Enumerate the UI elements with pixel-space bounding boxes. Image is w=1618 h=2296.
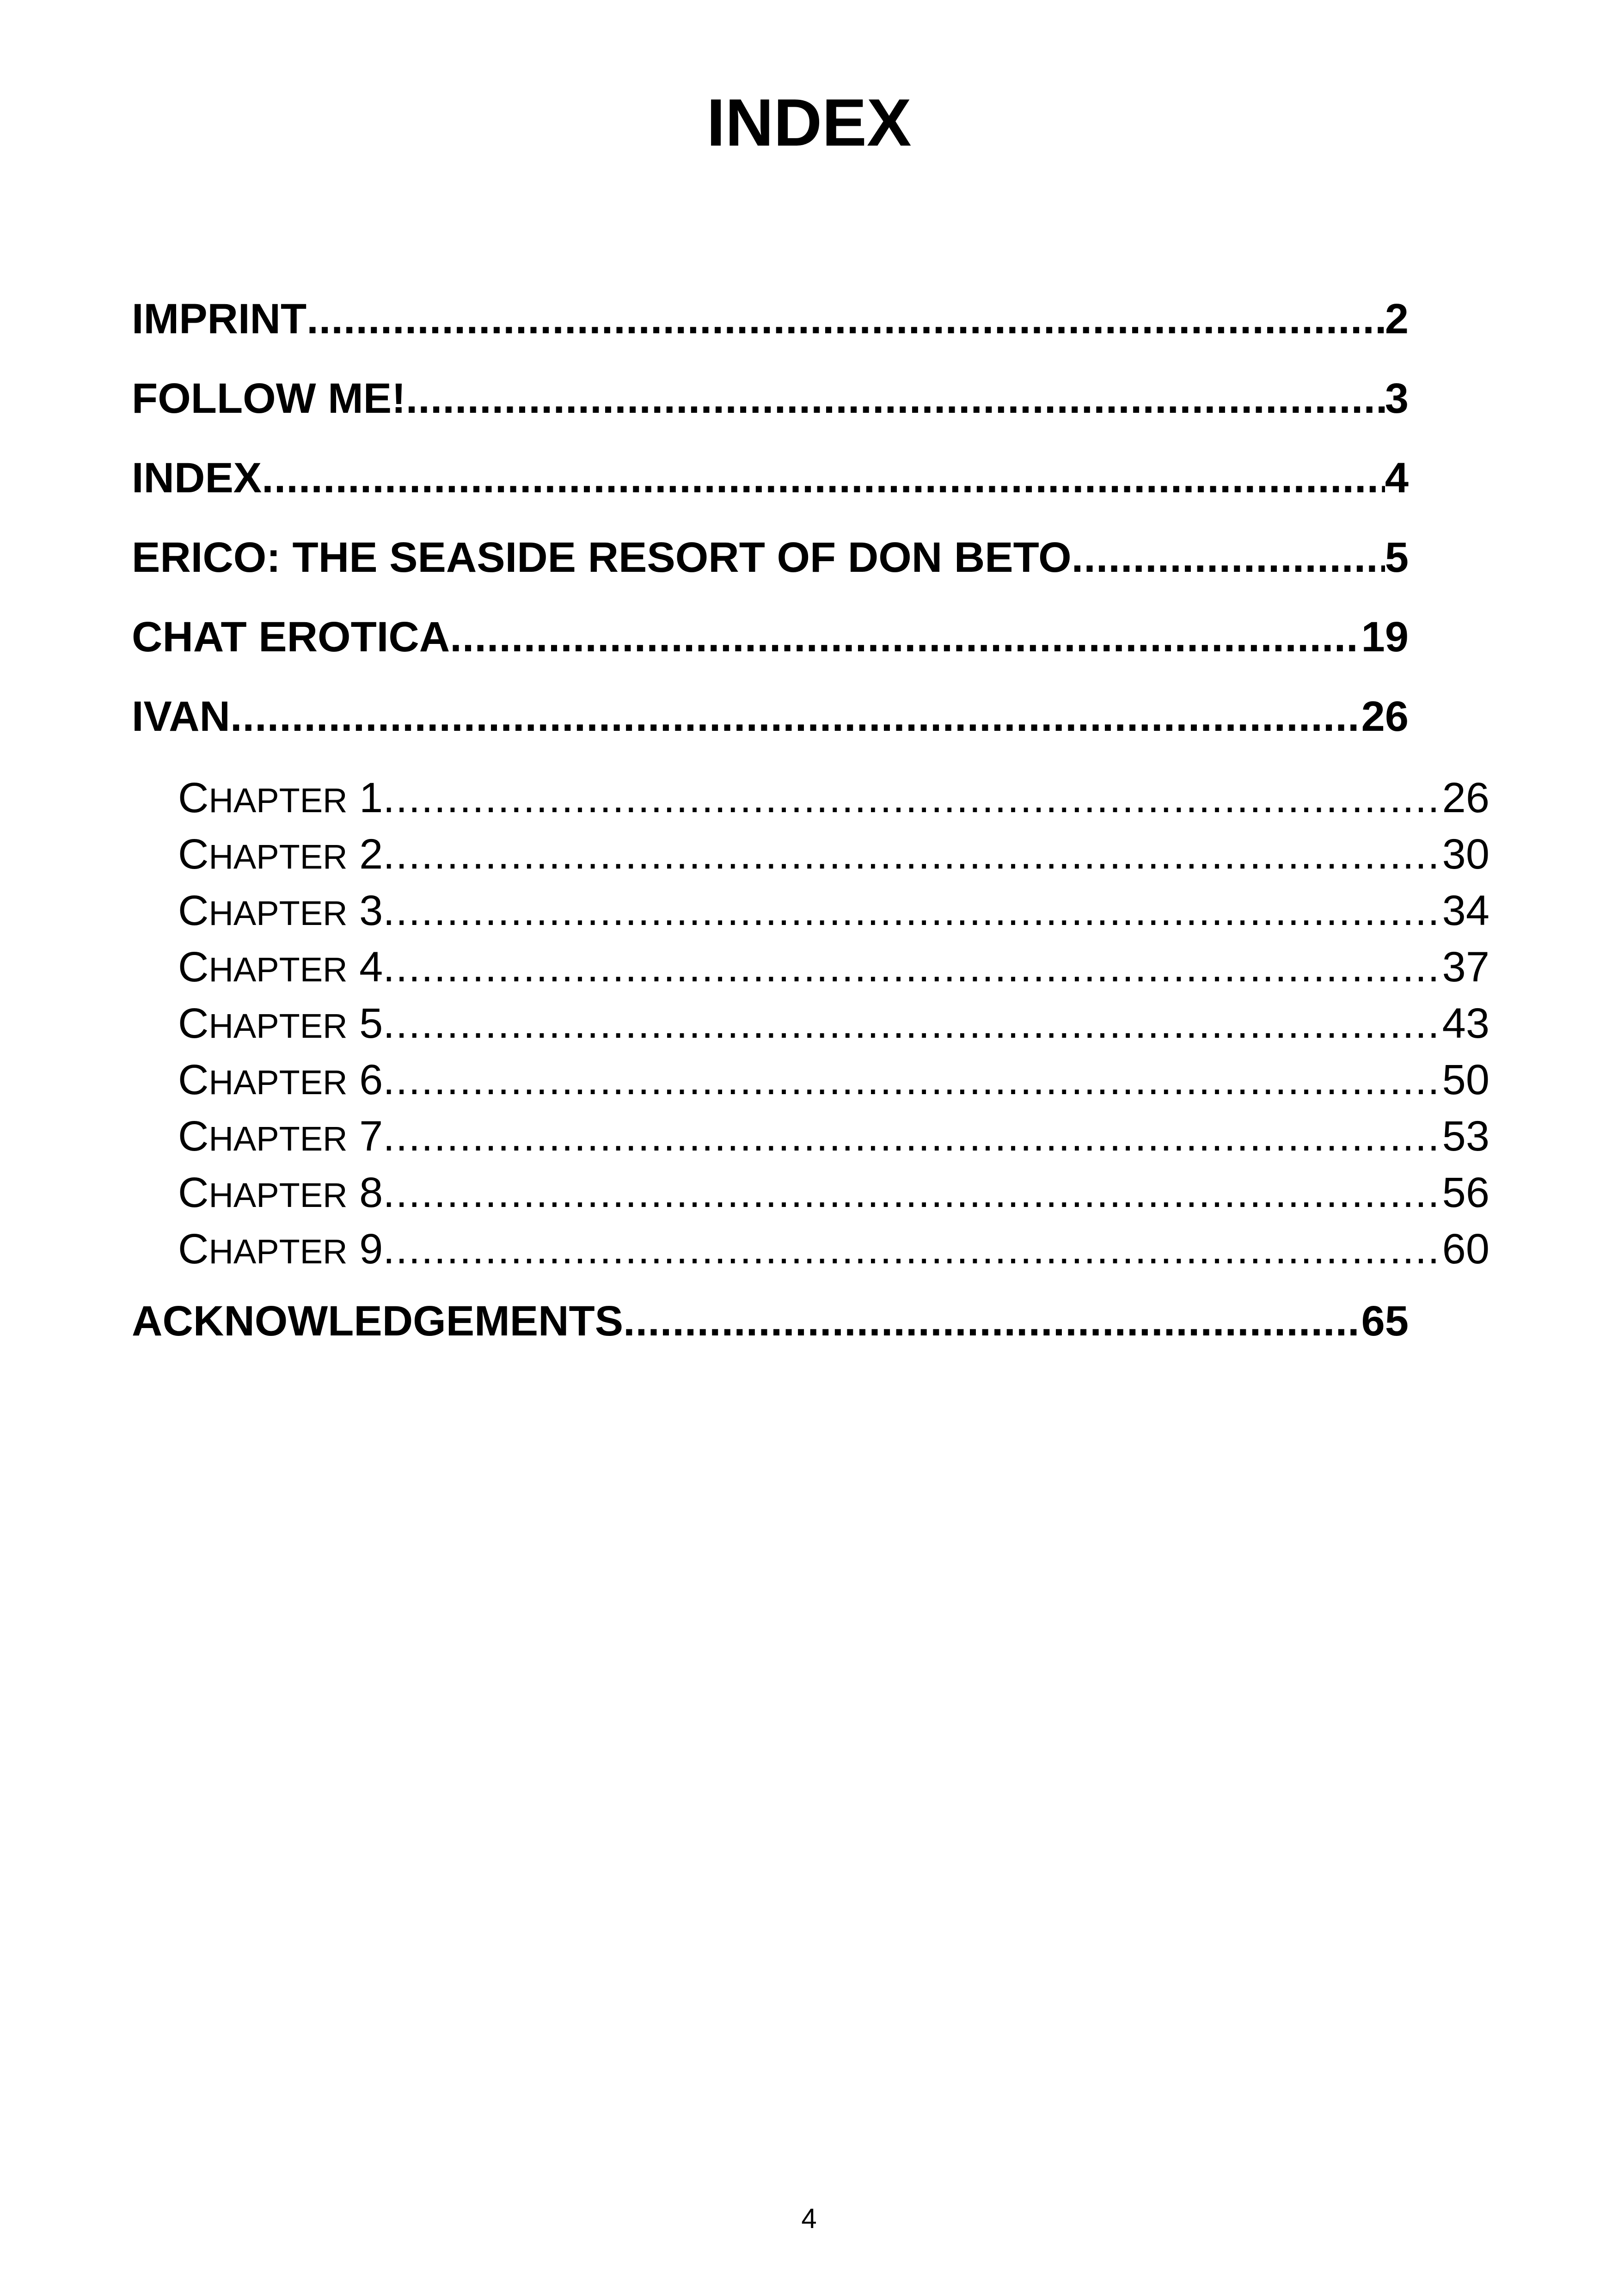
toc-entry-label: ACKNOWLEDGEMENTS (132, 1298, 624, 1345)
toc-entry-label: FOLLOW ME! (132, 375, 406, 422)
toc-entry-erico[interactable] (132, 530, 1409, 585)
toc-entry-label: INDEX (132, 454, 262, 502)
label-cap: C (178, 831, 209, 878)
toc-entry-page: 5 (1385, 534, 1409, 581)
toc-entry-chat-erotica[interactable] (132, 609, 1409, 665)
label-number: 7 (359, 1113, 383, 1160)
toc-entry-page: 65 (1361, 1298, 1409, 1345)
toc-entry-follow-me[interactable] (132, 371, 1409, 426)
toc-sub-entry-label (178, 939, 383, 998)
toc-sub-entry-page: 60 (1442, 1225, 1489, 1273)
toc-entry-page: 4 (1385, 454, 1409, 502)
toc-entry-label: IMPRINT (132, 295, 307, 343)
toc-sub-entry-chapter-2[interactable] (178, 827, 1489, 885)
dot-leader (383, 1221, 1442, 1277)
dot-leader (383, 1165, 1442, 1220)
dot-leader (383, 827, 1442, 882)
toc-sub-entry-label (178, 1221, 383, 1280)
toc-entry-page: 2 (1385, 295, 1409, 343)
toc-entry-index[interactable] (132, 450, 1409, 506)
label-smallcaps: HAPTER (208, 1120, 348, 1158)
toc-sub-entry-label (178, 1052, 383, 1110)
label-smallcaps: HAPTER (208, 1007, 348, 1045)
toc-sub-entry-page: 30 (1442, 831, 1489, 878)
label-number: 5 (359, 1000, 383, 1047)
dot-leader (306, 291, 1385, 347)
label-number: 8 (359, 1169, 383, 1216)
label-number: 1 (359, 774, 383, 821)
toc-sub-entry-page: 26 (1442, 774, 1489, 821)
label-cap: C (178, 1000, 209, 1047)
label-number: 9 (359, 1225, 383, 1273)
toc-entry-page: 3 (1385, 375, 1409, 422)
dot-leader (406, 371, 1385, 426)
toc-sub-entry-label (178, 883, 383, 941)
toc-sub-entry-chapter-9[interactable] (178, 1221, 1489, 1280)
toc-entry-label: CHAT EROTICA (132, 613, 450, 661)
toc-sub-entry-label (178, 1165, 383, 1223)
label-cap: C (178, 1113, 209, 1160)
toc-sub-entry-label (178, 770, 383, 828)
dot-leader (262, 450, 1385, 506)
label-number: 6 (359, 1056, 383, 1103)
toc-sub-entry-page: 37 (1442, 943, 1489, 991)
label-cap: C (178, 1169, 209, 1216)
label-smallcaps: HAPTER (208, 1232, 348, 1271)
toc-entry-acknowledgements[interactable] (132, 1293, 1409, 1349)
label-number: 2 (359, 831, 383, 878)
dot-leader (383, 883, 1442, 938)
toc-sub-entry-chapter-3[interactable] (178, 883, 1489, 941)
toc-sub-entry-label (178, 996, 383, 1054)
toc-sub-entry-chapter-7[interactable] (178, 1108, 1489, 1167)
toc-sub-entry-chapter-5[interactable] (178, 996, 1489, 1054)
toc-sub-entry-chapter-6[interactable] (178, 1052, 1489, 1110)
label-smallcaps: HAPTER (208, 838, 348, 876)
label-number: 3 (359, 887, 383, 934)
label-smallcaps: HAPTER (208, 1176, 348, 1214)
toc-sub-entry-label (178, 827, 383, 885)
dot-leader (383, 996, 1442, 1051)
toc-sub-entry-page: 34 (1442, 887, 1489, 934)
label-cap: C (178, 887, 209, 934)
label-cap: C (178, 943, 209, 991)
toc-sub-entry-chapter-8[interactable] (178, 1165, 1489, 1223)
toc-sub-entry-page: 56 (1442, 1169, 1489, 1216)
toc-sub-entry-label (178, 1108, 383, 1167)
label-smallcaps: HAPTER (208, 781, 348, 820)
dot-leader (450, 609, 1361, 665)
dot-leader (383, 1108, 1442, 1164)
toc-sub-entry-page: 53 (1442, 1113, 1489, 1160)
label-number: 4 (359, 943, 383, 991)
label-smallcaps: HAPTER (208, 950, 348, 989)
toc-sub-entry-chapter-1[interactable] (178, 770, 1489, 828)
label-cap: C (178, 1225, 209, 1273)
dot-leader (383, 770, 1442, 826)
dot-leader (383, 939, 1442, 995)
toc-sub-entry-chapter-4[interactable] (178, 939, 1489, 998)
toc-entry-ivan[interactable] (132, 689, 1409, 744)
toc-sub-entry-page: 43 (1442, 1000, 1489, 1047)
dot-leader (383, 1052, 1442, 1108)
page-number: 4 (801, 2203, 817, 2234)
toc-entry-page: 19 (1361, 613, 1409, 661)
toc-entry-page: 26 (1361, 693, 1409, 740)
page-title: INDEX (706, 85, 912, 160)
toc-entry-label: IVAN (132, 693, 230, 740)
label-cap: C (178, 774, 209, 821)
dot-leader (230, 689, 1361, 744)
toc-entry-label: ERICO: THE SEASIDE RESORT OF DON BETO (132, 534, 1072, 581)
toc-entry-imprint[interactable] (132, 291, 1409, 347)
label-smallcaps: HAPTER (208, 894, 348, 932)
toc-sub-entry-page: 50 (1442, 1056, 1489, 1103)
label-cap: C (178, 1056, 209, 1103)
dot-leader (623, 1293, 1361, 1349)
label-smallcaps: HAPTER (208, 1063, 348, 1102)
dot-leader (1072, 530, 1385, 585)
